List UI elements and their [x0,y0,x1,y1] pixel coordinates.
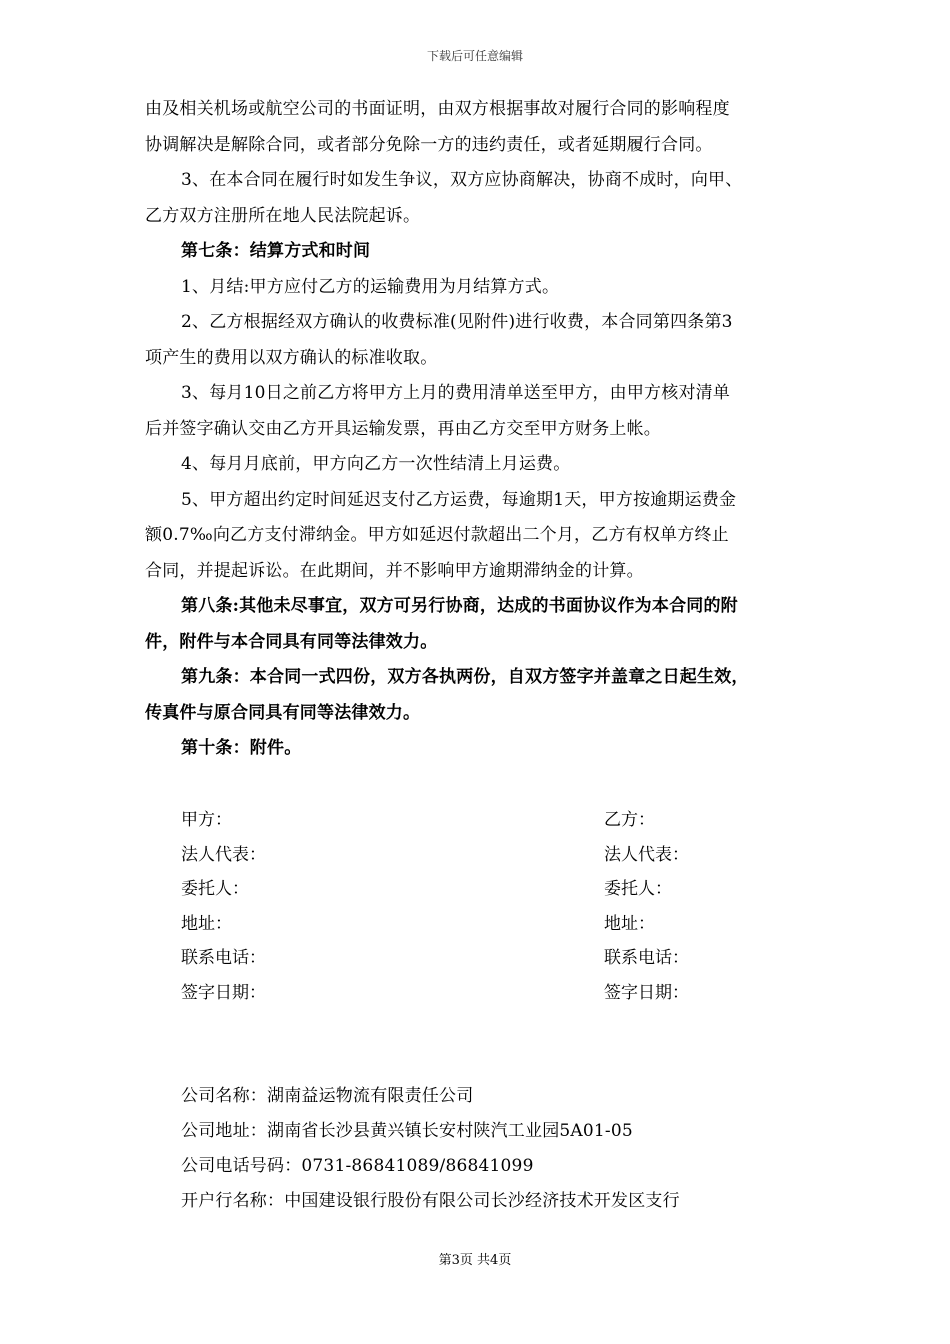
body-line: 4、每月月底前，甲方向乙方一次性结清上月运费。 [181,454,571,474]
body-line: 合同，并提起诉讼。在此期间，并不影响甲方逾期滞纳金的计算。 [145,560,644,581]
signature-row [181,838,781,873]
body-line: 件，附件与本合同具有同等法律效力。 [145,631,438,652]
party-a-field: 法人代表： [181,844,266,865]
party-b-field: 签字日期： [604,982,689,1003]
body-line: 由及相关机场或航空公司的书面证明，由双方根据事故对履行合同的影响程度 [145,99,730,119]
signature-row [181,803,781,838]
body-line: 额0.7‰向乙方支付滞纳金。甲方如延迟付款超出二个月，乙方有权单方终止 [145,525,729,545]
body-line: 协调解决是解除合同，或者部分免除一方的违约责任，或者延期履行合同。 [145,134,713,155]
party-b-field: 联系电话： [604,948,689,968]
body-line: 3、在本合同在履行时如发生争议，双方应协商解决，协商不成时，向甲、 [181,170,743,190]
body-line: 第七条：结算方式和时间 [181,241,371,261]
body-line: 3、每月10日之前乙方将甲方上月的费用清单送至甲方，由甲方核对清单 [181,383,731,403]
party-b-field: 委托人： [604,879,672,899]
body-line: 5、甲方超出约定时间延迟支付乙方运费，每逾期1天，甲方按逾期运费金 [181,489,737,510]
party-a-field: 联系电话： [181,948,266,968]
company-info-line: 公司名称：湖南益运物流有限责任公司 [181,1086,474,1106]
party-b-field: 地址： [604,913,655,934]
body-line: 第九条：本合同一式四份，双方各执两份，自双方签字并盖章之日起生效， [181,667,749,687]
body-line: 乙方双方注册所在地人民法院起诉。 [145,205,421,226]
body-line: 项产生的费用以双方确认的标准收取。 [145,347,438,368]
body-line: 后并签字确认交由乙方开具运输发票，再由乙方交至甲方财务上帐。 [145,418,661,439]
page-footer: 第3页 共4页 [438,1253,512,1268]
company-info-line: 开户行名称：中国建设银行股份有限公司长沙经济技术开发区支行 [181,1191,680,1211]
company-info-line: 公司电话号码：0731-86841089/86841099 [181,1156,534,1176]
body-line: 第八条:其他未尽事宜，双方可另行协商，达成的书面协议作为本合同的附 [181,596,738,616]
page-header: 下载后可任意编辑 [426,49,523,63]
party-a-field: 签字日期： [181,982,266,1003]
party-a-field: 地址： [181,913,232,934]
signature-block [181,803,781,1010]
body-line: 2、乙方根据经双方确认的收费标准(见附件)进行收费，本合同第四条第3 [181,312,733,332]
company-info [181,1079,821,1219]
contract-body [145,92,810,767]
party-b-field: 乙方： [604,810,655,830]
signature-row [181,907,781,942]
company-info-line: 公司地址：湖南省长沙县黄兴镇长安村陕汽工业园5A01-05 [181,1121,633,1141]
body-line: 第十条：附件。 [181,738,302,758]
party-a-field: 委托人： [181,879,249,899]
signature-row [181,941,781,976]
party-a-field: 甲方： [181,810,232,830]
body-line: 传真件与原合同具有同等法律效力。 [145,702,421,723]
body-line: 1、月结:甲方应付乙方的运输费用为月结算方式。 [181,276,560,297]
signature-row [181,872,781,907]
party-b-field: 法人代表： [604,844,689,865]
signature-row [181,976,781,1011]
